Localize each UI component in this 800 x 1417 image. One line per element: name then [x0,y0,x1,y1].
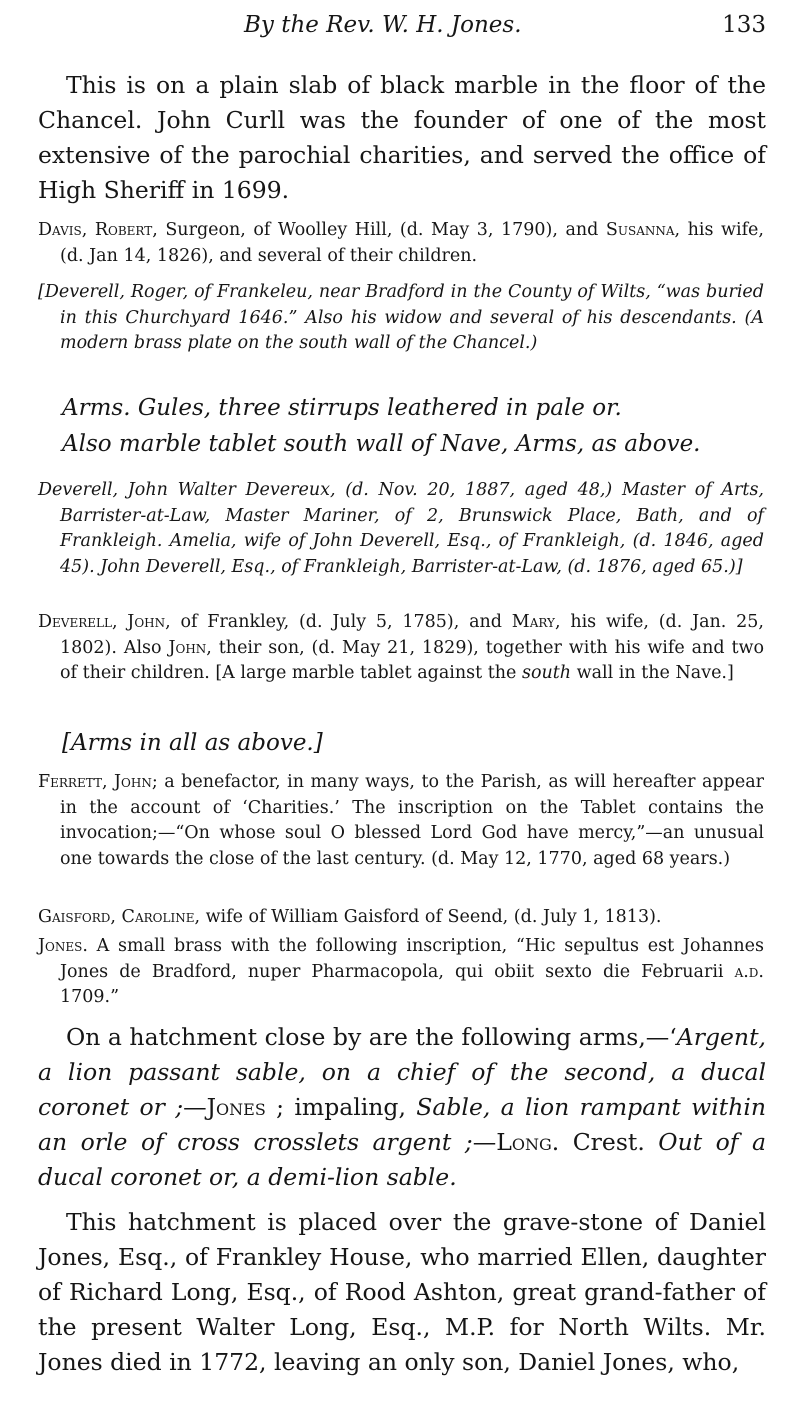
entry-name: Deverell, John, [38,612,171,632]
entry-gaisford [38,905,764,931]
page-number: 133 [722,12,766,38]
entry-name: John, [168,637,212,658]
entry-ferrett [38,770,764,872]
entry-text: his wife, (d. Jan. 25, 1802). Also [60,612,764,658]
entry-deverell-roger: [Deverell, Roger, of Frankeleu, near Bradford in the County of Wilts, “was buried in this Churchyard 1646.” Also his widow and several of his descendants. (A modern brass plate on the south wall of the Chancel.) [38,282,764,353]
arms-all-as-above: [Arms in all as above.] [62,730,323,756]
para-text: ; impaling, [265,1093,417,1121]
entry-text: his wife, (d. Jan 14, 1826), and several of their children. [60,220,764,266]
entry-jones [38,934,764,1011]
entry-davis [38,218,764,269]
entry-text: A small brass with the following inscription, “Hic sepultus est Johannes Jones de Bradford, nuper Pharmacopola, qui obiit sexto die Februarii [60,936,764,982]
entry-name: Jones. [38,936,88,956]
page-header [0,12,800,44]
para-name: Jones [206,1093,266,1121]
arms-line-gules: Arms. Gules, three stirrups leathered in pale or. [62,395,622,421]
entry-ad: a.d. [734,961,764,982]
entry-text: a benefactor, in many ways, to the Parish, as will hereafter appear in the account of ‘Charities.’ The inscription on the Tablet contains the invocation;—“On whose soul O blessed Lord God have mercy,”—an unusual one towards the close of the last century. (d. May 12, 1770, aged 68 years.) [60,772,764,869]
para-text: On a hatchment close by are the following arms,—‘ [66,1023,677,1051]
entry-name: Ferrett, John; [38,772,158,792]
para-italic: Out of a ducal coronet or, a demi-lion sable. [38,1128,766,1191]
entry-text: their son, (d. May 21, 1829), together with his wife and two of their children. [A large marble tablet against the [60,637,764,683]
final-paragraph: This hatchment is placed over the grave-stone of Daniel Jones, Esq., of Frankley House, who married Ellen, daughter of Richard Long, Esq., of Rood Ashton, great grand-father of the present Walter Long, Esq., M.P. for North Wilts. Mr. Jones died in 1772, leaving an only son, Daniel Jones, who, [38,1208,766,1376]
entry-name: Gaisford, Caroline, [38,907,201,927]
entry-name: Davis, Robert, [38,220,158,240]
intro-paragraph: This is on a plain slab of black marble in the floor of the Chancel. John Curll was the founder of one of the most extensive of the parochial charities, and served the office of High Sheriff in 1699. [38,71,766,204]
hatchment-paragraph [38,1020,766,1195]
entry-text: of Frankley, (d. July 5, 1785), and [170,612,512,632]
para-text: . Crest. [551,1128,659,1156]
entry-text: Surgeon, of Woolley Hill, (d. May 3, 1790), and [157,220,606,240]
entry-text: wall in the Nave.] [571,663,734,683]
para-italic: Sable, a lion rampant within an orle of cross crosslets argent ; [38,1093,766,1156]
entry-deverell-john-walter: Deverell, John Walter Devereux, (d. Nov. 20, 1887, aged 48,) Master of Arts, Barrister-at-Law, Master Mariner, of 2, Brunswick Place, Bath, and of Frankleigh. Amelia, wife of John Deverell, Esq., of Frankleigh, (d. 1846, aged 45). John Deverell, Esq., of Frankleigh, Barrister-at-Law, (d. 1876, aged 65.)] [38,480,764,577]
entry-name: Mary, [511,612,561,632]
para-italic: Argent, a lion passant sable, on a chief of the second, a ducal coronet or ; [38,1023,766,1121]
para-text: — [472,1128,497,1156]
arms-line-nave: Also marble tablet south wall of Nave, Arms, as above. [62,431,701,457]
entry-text: 1709.” [60,987,120,1007]
entry-deverell-john [38,610,764,687]
entry-name: Susanna, [605,220,681,240]
running-title: By the Rev. W. H. Jones. [244,12,522,38]
para-text: — [183,1093,207,1121]
entry-italic: south [521,663,572,683]
entry-text: wife of William Gaisford of Seend, (d. July 1, 1813). [200,907,662,927]
para-name: Long [496,1128,552,1156]
